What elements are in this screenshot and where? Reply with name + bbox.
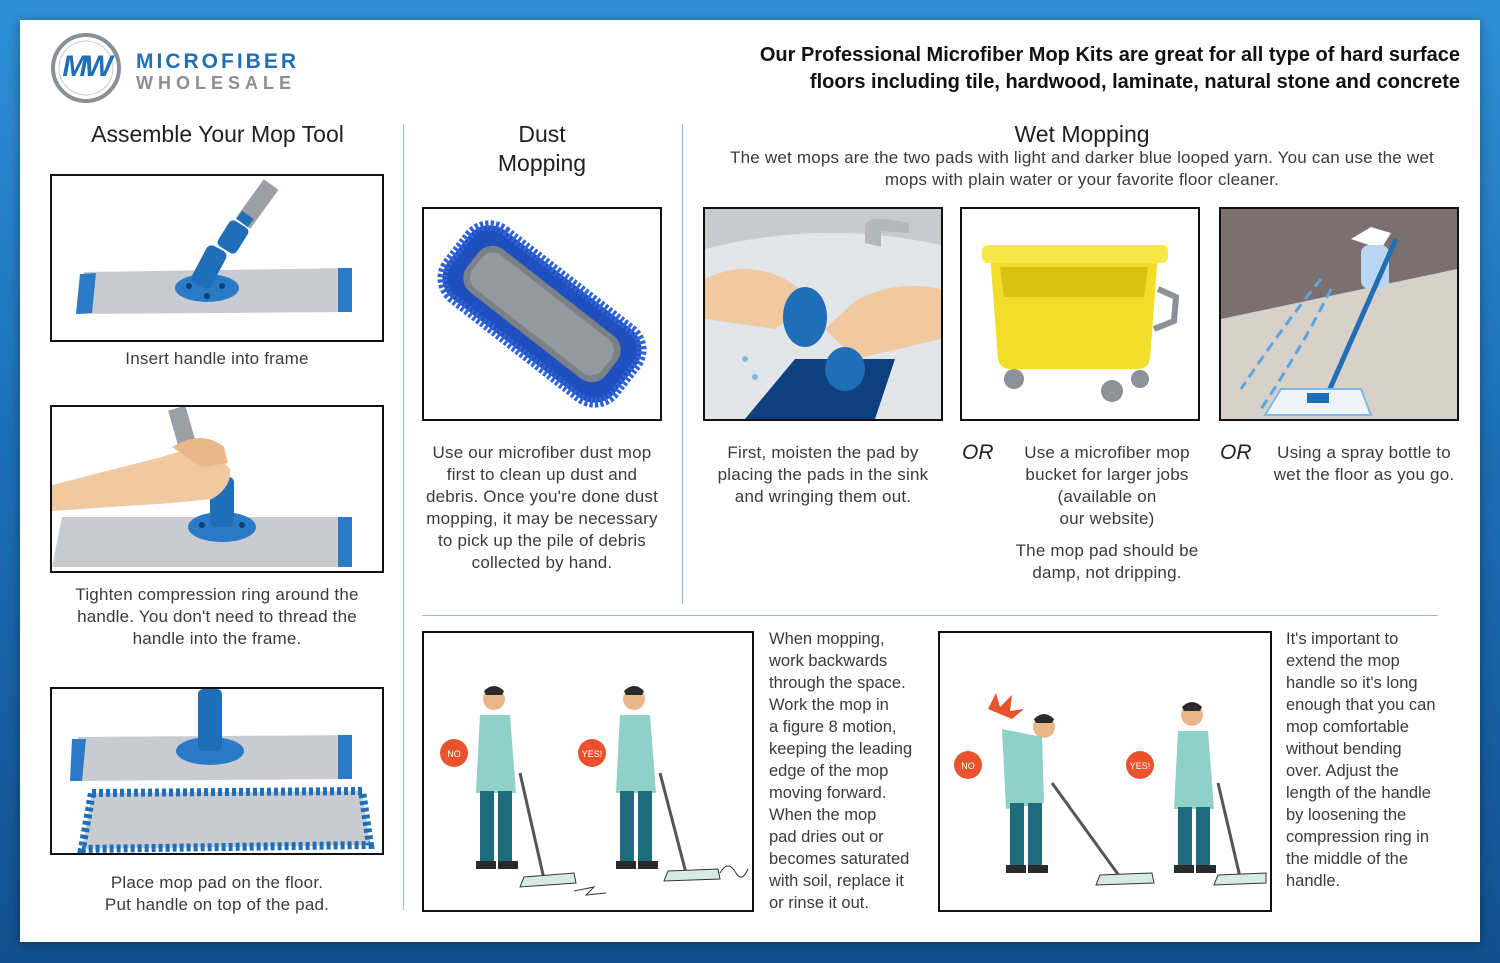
badge-no: NO <box>447 749 461 759</box>
tagline <box>760 42 1460 96</box>
tip1-line: When mopping, <box>769 630 885 648</box>
wet-step3-line: Using a spray bottle to <box>1277 443 1451 462</box>
wet-step3-line: wet the floor as you go. <box>1273 465 1455 484</box>
dust-title <box>422 120 662 178</box>
tip1-line: pad dries out or <box>769 828 884 846</box>
tip1-line: a figure 8 motion, <box>769 718 897 736</box>
damp-note-line: damp, not dripping. <box>1032 563 1182 582</box>
damp-note <box>992 540 1222 584</box>
tip2-line: handle so it's long <box>1286 674 1418 692</box>
tip1-text <box>769 628 929 914</box>
dust-text-line: debris. Once you're done dust <box>425 487 659 506</box>
dust-text-line: Use our microfiber dust mop <box>432 443 652 462</box>
assemble-step3-caption-line: Place mop pad on the floor. <box>110 873 324 892</box>
dust-text-line: mopping, it may be necessary <box>426 509 658 528</box>
tip2-line: the middle of the <box>1286 850 1408 868</box>
assemble-step2-caption-line: Tighten compression ring around the <box>75 585 359 604</box>
assemble-step2-illustration <box>50 405 384 573</box>
assemble-step1-caption: Insert handle into frame <box>125 349 309 368</box>
tip2-line: enough that you can <box>1286 696 1436 714</box>
section-divider <box>422 615 1438 616</box>
dust-text-line: first to clean up dust and <box>446 465 638 484</box>
tagline-line1: Our Professional Microfiber Mop Kits are great for all type of hard surface <box>759 44 1460 66</box>
bucket-illustration <box>960 207 1200 421</box>
assemble-step3-caption <box>50 872 384 916</box>
dust-text <box>418 442 666 574</box>
dust-text-line: collected by hand. <box>471 553 613 572</box>
tip2-line: mop comfortable <box>1286 718 1409 736</box>
badge-yes: YES! <box>1129 761 1151 771</box>
tip2-line: by loosening the <box>1286 806 1407 824</box>
tip2-text <box>1286 628 1456 892</box>
tip1-line: through the space. <box>769 674 906 692</box>
wet-step2-text <box>1012 442 1202 530</box>
assemble-step3-illustration <box>50 687 384 855</box>
wet-step2-line: bucket for larger jobs <box>1025 465 1189 484</box>
tip2-line: extend the mop <box>1286 652 1400 670</box>
assemble-step2-caption-line: handle into the frame. <box>132 629 302 648</box>
mopping-direction-illustration <box>422 631 754 912</box>
wet-intro <box>702 147 1462 191</box>
wet-step2-line: Use a microfiber mop <box>1024 443 1190 462</box>
tip1-line: keeping the leading <box>769 740 913 758</box>
tip1-line: with soil, replace it <box>769 872 904 890</box>
tip1-line: edge of the mop <box>769 762 889 780</box>
logo-monogram: MW <box>62 50 110 83</box>
tip1-line: moving forward. <box>769 784 887 802</box>
spray-illustration <box>1219 207 1459 421</box>
sink-illustration <box>703 207 943 421</box>
or-label: OR <box>1220 441 1252 464</box>
brand-logo <box>50 32 300 102</box>
or-label: OR <box>962 441 994 464</box>
handle-length-illustration <box>938 631 1272 912</box>
tip1-line: When the mop <box>769 806 877 824</box>
tip2-line: It's important to <box>1286 630 1399 648</box>
tip1-line: Work the mop in <box>769 696 889 714</box>
assemble-title: Assemble Your Mop Tool <box>91 121 344 147</box>
brand-name-line1: MICROFIBER <box>136 50 299 73</box>
dust-title-line1: Dust <box>518 121 566 147</box>
tip2-line: compression ring in <box>1286 828 1430 846</box>
dust-mop-illustration <box>422 207 662 421</box>
assemble-step3-caption-line: Put handle on top of the pad. <box>104 895 330 914</box>
tagline-line2: floors including tile, hardwood, laminate, natural stone and concrete <box>809 71 1460 93</box>
tip1-line: work backwards <box>769 652 888 670</box>
wet-intro-line2: mops with plain water or your favorite floor cleaner. <box>884 170 1280 189</box>
dust-title-line2: Mopping <box>497 150 587 176</box>
assemble-step2-caption <box>50 584 384 650</box>
wet-step1-line: First, moisten the pad by <box>727 443 919 462</box>
wet-step1-text <box>696 442 950 508</box>
tip1-line: becomes saturated <box>769 850 910 868</box>
wet-step1-line: and wringing them out. <box>734 487 912 506</box>
column-divider <box>682 124 683 604</box>
tip2-line: without bending <box>1286 740 1402 758</box>
wet-step1-line: placing the pads in the sink <box>717 465 929 484</box>
tip2-line: length of the handle <box>1286 784 1431 802</box>
badge-no: NO <box>961 761 975 771</box>
assemble-step2-caption-line: handle. You don't need to thread the <box>77 607 357 626</box>
tip1-line: or rinse it out. <box>769 894 869 912</box>
brand-name-line2: WHOLESALE <box>136 73 296 93</box>
instruction-card <box>20 20 1480 942</box>
badge-yes: YES! <box>581 749 603 759</box>
wet-intro-line1: The wet mops are the two pads with light and darker blue looped yarn. You can use the wet <box>730 148 1434 167</box>
tip2-line: handle. <box>1286 872 1341 890</box>
wet-step3-text <box>1264 442 1464 486</box>
dust-text-line: to pick up the pile of debris <box>437 531 647 550</box>
damp-note-line: The mop pad should be <box>1015 541 1199 560</box>
wet-step2-line: our website) <box>1059 509 1155 528</box>
column-divider <box>403 124 404 910</box>
tip2-line: over. Adjust the <box>1286 762 1399 780</box>
wet-step2-line: (available on <box>1057 487 1157 506</box>
assemble-step1-illustration <box>50 174 384 342</box>
wet-title: Wet Mopping <box>1014 121 1150 147</box>
